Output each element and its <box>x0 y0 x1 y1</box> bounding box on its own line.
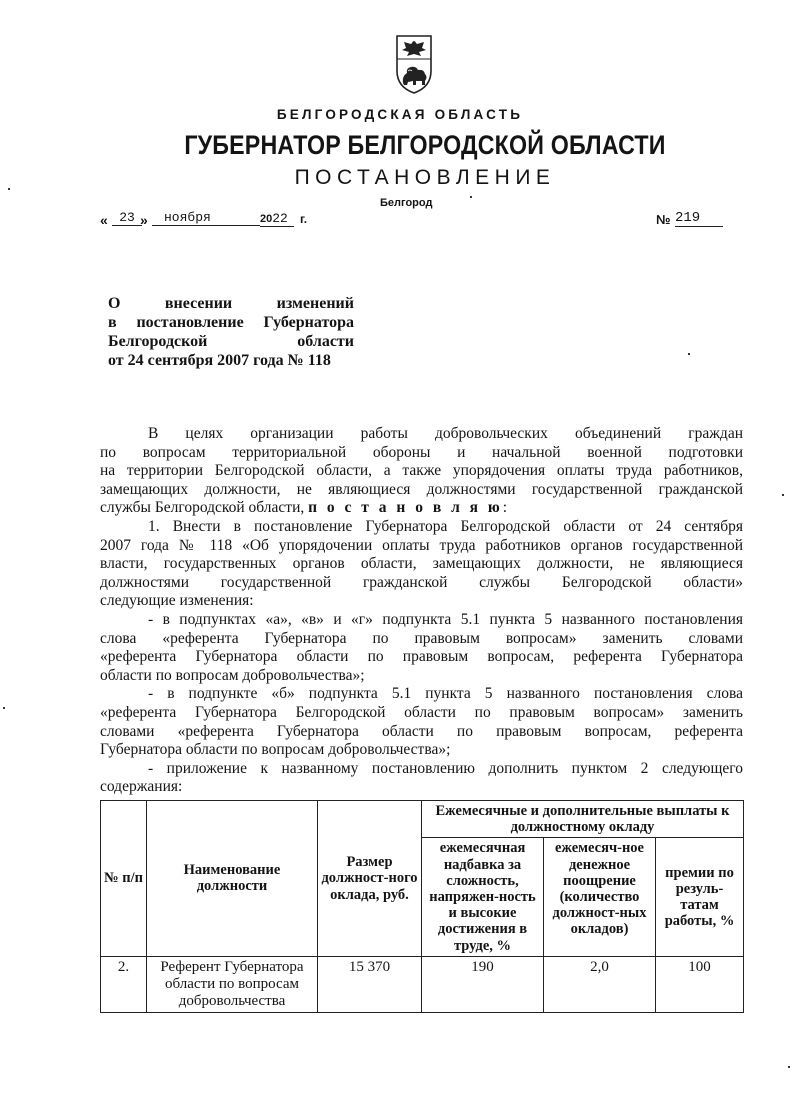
body-line: содержания: <box>100 778 183 796</box>
header-num: № п/п <box>101 801 147 957</box>
resolves-word: п о с т а н о в л я ю <box>308 499 503 517</box>
coat-of-arms-emblem <box>394 33 434 95</box>
body-line <box>100 499 743 518</box>
body-line-text: службы Белгородской области, <box>100 499 305 517</box>
cell-name: Референт Губернатора области по вопросам добровольчества <box>147 956 318 1012</box>
scan-speck <box>8 188 10 190</box>
body-line: Губернатора области по вопросам добровольчества»; <box>100 741 451 759</box>
date-year-suffix: 22 <box>272 211 288 226</box>
city-label: Белгород <box>380 197 433 209</box>
scan-speck <box>470 196 472 198</box>
document-number: 219 <box>675 210 723 227</box>
header-allowance: ежемесячная надбавка за сложность, напряжен-ность и высокие достижения в труде, % <box>422 838 544 956</box>
body-line: «референта Губернатора области по правовым вопросам, референта Губернатора <box>100 648 743 666</box>
body-line: по вопросам территориальной обороны и начальной военной подготовки <box>100 443 743 461</box>
body-line: должностями государственной гражданской службы Белгородской области» <box>100 573 743 591</box>
body-line: - в подпунктах «а», «в» и «г» подпункта 5.1 пункта 5 названного постановления <box>148 610 743 628</box>
document-body <box>100 425 743 797</box>
body-line: слова «референта Губернатора по правовым вопросам» заменить словами <box>100 629 743 647</box>
body-line: - в подпункте «б» подпункта 5.1 пункта 5 названного постановления слова <box>148 685 743 703</box>
subject-line: О внесении изменений <box>108 295 354 312</box>
date-close-quote: » <box>140 212 148 228</box>
body-line: «референта Губернатора Белгородской области по правовым вопросам» заменить <box>100 703 743 721</box>
date-year-prefix: 20 <box>260 213 273 225</box>
salary-table <box>100 800 744 1013</box>
header-premium: премии по резуль-татам работы, % <box>656 838 744 956</box>
table-row <box>101 956 744 1012</box>
subject-line: от 24 сентября 2007 года № 118 <box>108 352 331 369</box>
header-group: Ежемесячные и дополнительные выплаты к должностному окладу <box>422 801 744 838</box>
body-line: словами «референта Губернатора области по правовым вопросам, референта <box>100 722 743 740</box>
document-subject <box>108 294 354 370</box>
scan-speck <box>688 353 690 355</box>
body-line: на территории Белгородской области, а также упорядочения оплаты труда работников, <box>100 462 743 480</box>
cell-bonus-salaries: 2,0 <box>544 956 656 1012</box>
header-salary: Размер должност-ного оклада, руб. <box>318 801 422 957</box>
date-day: 23 <box>112 210 142 226</box>
date-year-abbr: г. <box>300 212 308 226</box>
header-bonus-salaries: ежемесяч-ное денежное поощрение (количество должност-ных окладов) <box>544 838 656 956</box>
body-line: замещающих должности, не являющиеся должностями государственной гражданской <box>100 480 743 498</box>
region-name: БЕЛГОРОДСКАЯ ОБЛАСТЬ <box>276 107 524 122</box>
cell-allowance: 190 <box>422 956 544 1012</box>
number-sign: № <box>656 212 671 227</box>
cell-premium: 100 <box>656 956 744 1012</box>
body-line: 2007 года № 118 «Об упорядочении оплаты труда работников органов государственной <box>100 536 743 554</box>
body-line: 1. Внести в постановление Губернатора Белгородской области от 24 сентября <box>148 517 743 535</box>
scan-speck <box>782 494 784 496</box>
scan-speck <box>788 1066 790 1068</box>
date-open-quote: « <box>100 212 108 228</box>
scan-speck <box>3 707 5 709</box>
cell-salary: 15 370 <box>318 956 422 1012</box>
resolves-colon: : <box>502 499 508 517</box>
subject-line: в постановление Губернатора <box>108 314 354 331</box>
body-line: - приложение к названному постановлению дополнить пунктом 2 следующего <box>148 759 743 777</box>
date-month: ноября <box>152 210 260 226</box>
header-name: Наименование должности <box>147 801 318 957</box>
body-line: следующие изменения: <box>100 592 254 610</box>
table-header-row <box>101 801 744 838</box>
body-line: власти, государственных органов области, замещающих должности, не являющиеся <box>100 555 743 573</box>
date-year <box>260 211 294 227</box>
subject-line: Белгородской области <box>108 333 354 350</box>
governor-title: ГУБЕРНАТОР БЕЛГОРОДСКОЙ ОБЛАСТИ <box>184 130 666 160</box>
body-line: В целях организации работы добровольческих объединений граждан <box>148 425 743 442</box>
document-type: ПОСТАНОВЛЕНИЕ <box>294 166 556 189</box>
body-line: области по вопросам добровольчества»; <box>100 666 365 684</box>
cell-num: 2. <box>101 956 147 1012</box>
